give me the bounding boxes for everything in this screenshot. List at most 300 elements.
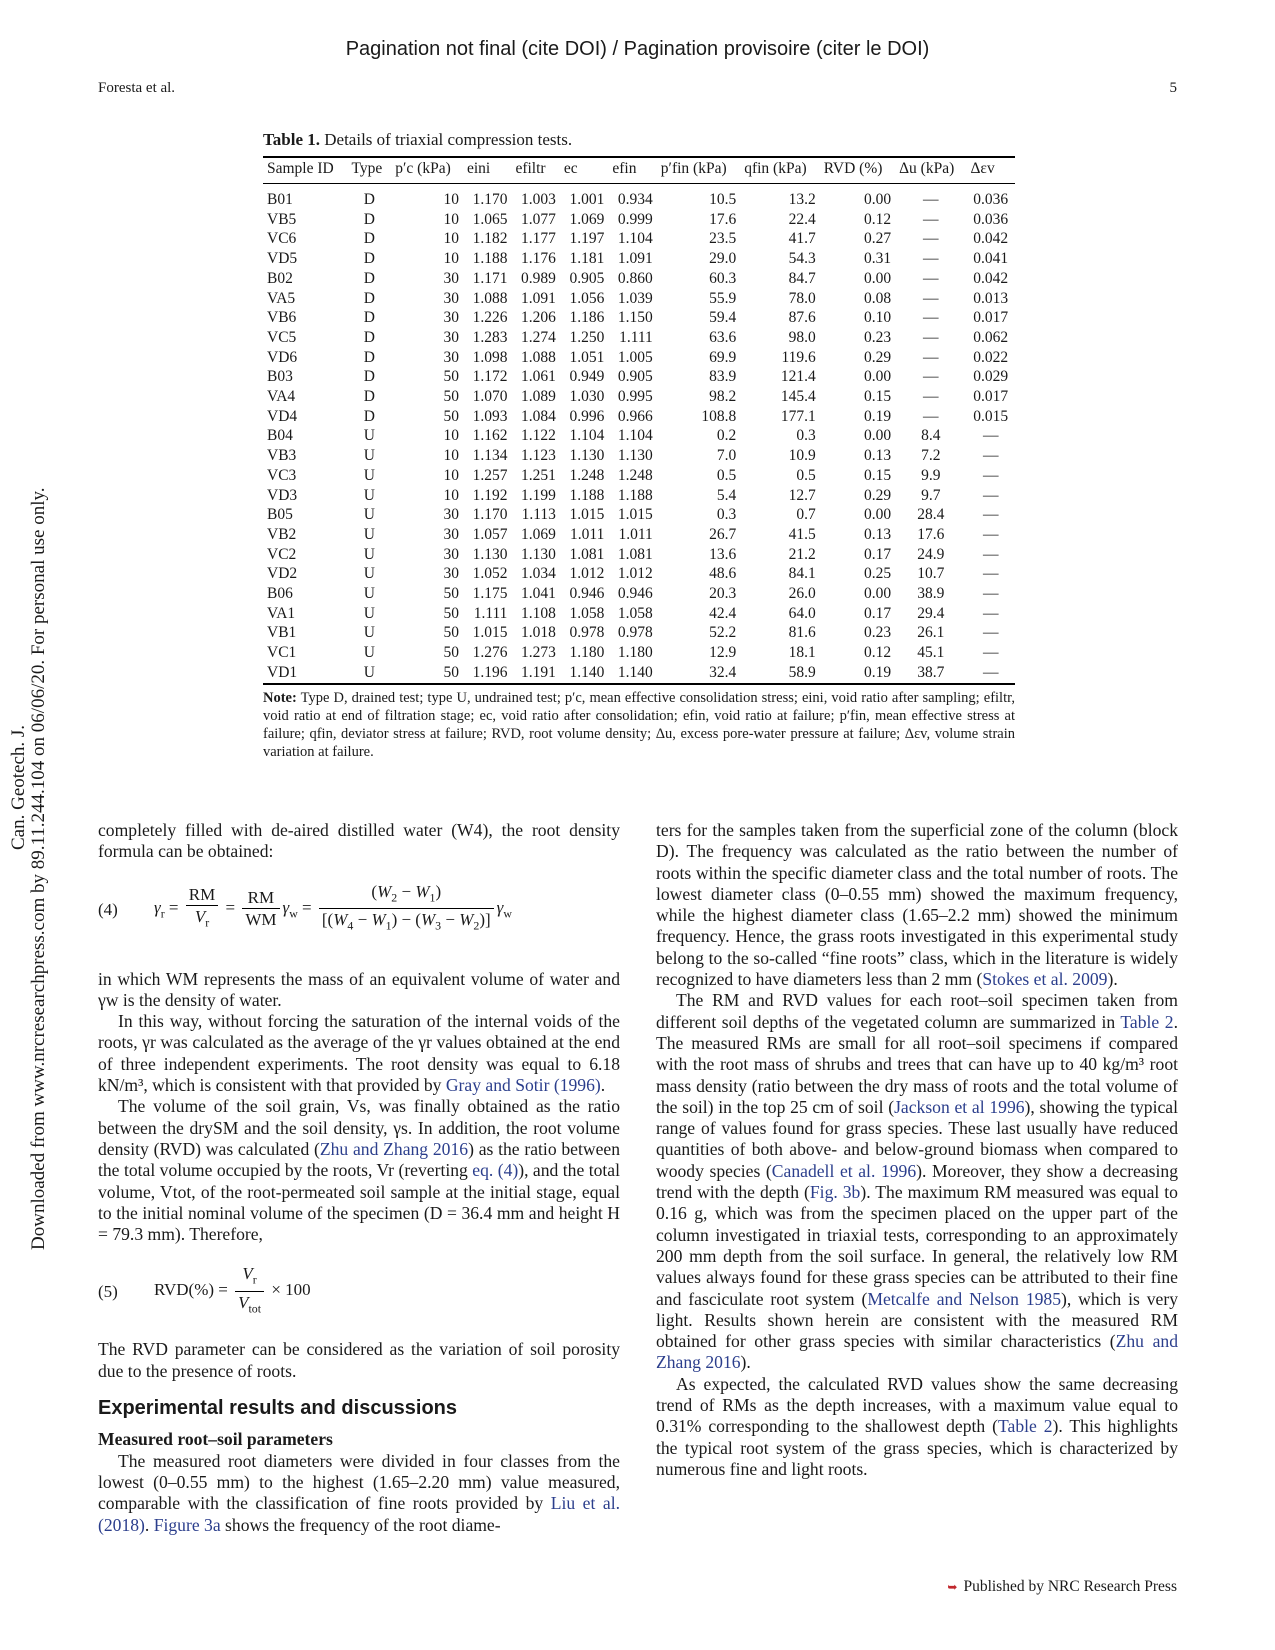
table-link[interactable]: Table 2 xyxy=(998,1416,1053,1437)
equation-number: (4) xyxy=(98,899,118,919)
download-notice: Downloaded from www.nrcresearchpress.com by 89.11.244.104 on 06/06/20. For personal use only. xyxy=(28,487,49,1250)
table-cell: 0.25 xyxy=(863,565,892,583)
paragraph: As expected, the calculated RVD values show the same decreasing trend of RMs as the depth increases, with a maximum value equal to 0.31% corresponding to the shallowest depth (Table 2). This highlights the typical root system of the grass species, which is characterized by numerous fine and light roots. xyxy=(656,1373,1178,1479)
table-cell: 1.162 xyxy=(472,427,508,445)
figure-link[interactable]: Fig. 3b xyxy=(809,1182,861,1203)
table-cell: — xyxy=(982,525,999,543)
column-header: efin xyxy=(608,158,656,184)
table-cell: 0.995 xyxy=(617,388,653,406)
table-cell: 30 xyxy=(443,348,459,366)
table-row xyxy=(263,184,1015,210)
table-cell: 1.283 xyxy=(472,328,508,346)
equation-link[interactable]: eq. (4) xyxy=(472,1160,519,1181)
left-column xyxy=(98,820,620,1536)
table-cell: 1.077 xyxy=(521,210,556,228)
table-cell: 78.0 xyxy=(788,289,816,307)
table-cell: 10 xyxy=(443,466,459,484)
table-cell: 21.2 xyxy=(788,545,816,563)
table-cell: 0.5 xyxy=(716,466,737,484)
table-cell: 1.098 xyxy=(472,348,508,366)
table-row xyxy=(263,623,1015,643)
table-cell: 0.036 xyxy=(973,191,1009,208)
table-cell: VC1 xyxy=(267,644,297,662)
table-cell: 1.011 xyxy=(570,525,605,543)
table-cell: VB1 xyxy=(267,624,297,642)
table-cell: 0.13 xyxy=(863,525,892,543)
table-cell: D xyxy=(363,289,375,307)
table-cell: VC3 xyxy=(267,466,297,484)
table-cell: 1.001 xyxy=(569,191,605,208)
table-cell: 0.062 xyxy=(973,328,1009,346)
running-author: Foresta et al. xyxy=(98,80,176,96)
table-cell: 50 xyxy=(443,407,459,425)
table-cell: 1.081 xyxy=(617,545,653,563)
table-cell: 0.036 xyxy=(973,210,1009,228)
table-cell: 1.003 xyxy=(521,191,556,208)
table-cell: 10.7 xyxy=(917,565,945,583)
table-cell: 10 xyxy=(443,210,459,228)
paragraph: in which WM represents the mass of an equivalent volume of water and γw is the density of water. xyxy=(98,968,620,1010)
table-cell: 17.6 xyxy=(917,525,945,543)
paragraph: The RM and RVD values for each root–soil specimen taken from different soil depths of the vegetated column are summarized in Table 2. The measured RMs are small for all root–soil specimens if compared with the root mass of shrubs and trees that can have up to 40 kg/m³ root mass density (ratio between the dry mass of roots and the total volume of the soil) in the top 25 cm of soil (Jackson et al 1996), showing the typical range of values found for grass species. These last usually have reduced quantities of both above- and below-ground biomass when compared to woody species (Canadell et al. 1996). Moreover, they show a decreasing trend with the depth (Fig. 3b). The maximum RM measured was equal to 0.16 g, which was from the specimen placed on the upper part of the column investigated in triaxial tests, corresponding to an approximately 200 mm depth from the soil surface. In general, the relatively low RM values always found for these grass species can be attributed to their fine and fasciculate root system (Metcalfe and Nelson 1985), which is very light. Results shown herein are consistent with the measured RM obtained for other grass species with similar characteristics (Zhu and Zhang 2016). xyxy=(656,990,1179,1373)
table-cell: 41.5 xyxy=(788,525,816,543)
table-cell: 0.23 xyxy=(863,328,892,346)
table-cell: 1.104 xyxy=(617,230,653,248)
table-row xyxy=(263,584,1015,604)
table-cell: 28.4 xyxy=(917,506,945,524)
table-cell: 1.186 xyxy=(569,309,605,327)
table-cell: 0.2 xyxy=(716,427,737,445)
table-cell: VB2 xyxy=(267,525,297,543)
table-cell: 1.088 xyxy=(521,348,556,366)
table-cell: 0.946 xyxy=(569,585,605,603)
citation-link[interactable]: Stokes et al. 2009 xyxy=(982,969,1108,990)
column-header: p′fin (kPa) xyxy=(657,158,740,184)
table-cell: — xyxy=(923,348,939,366)
table-row xyxy=(263,505,1015,525)
table-cell: 26.7 xyxy=(709,525,737,543)
table-cell: D xyxy=(363,348,375,366)
table-cell: 38.9 xyxy=(917,585,945,603)
table-row xyxy=(263,545,1015,565)
table-cell: D xyxy=(363,328,375,346)
table-cell: 0.19 xyxy=(820,663,895,684)
table-cell: 1.175 xyxy=(472,585,508,603)
table-cell: 0.966 xyxy=(617,407,653,425)
triaxial-tests-table xyxy=(263,156,1015,685)
table-cell: 10 xyxy=(443,191,459,208)
table-cell: 1.084 xyxy=(521,407,556,425)
table-note-text: Type D, drained test; type U, undrained test; p′c, mean effective consolidation stress; eini, void ratio after sampling; efiltr, void ratio at end of filtration stage; ec, void ratio after consolidation; efin, void ratio at failure; p′fin, mean effective stress at failure; qfin, deviator stress at failure; RVD, root volume density; Δu, excess pore-water pressure at failure; Δεv, volume strain variation at failure. xyxy=(263,689,1015,760)
column-header: Δu (kPa) xyxy=(895,158,966,184)
citation-link[interactable]: Gray and Sotir (1996) xyxy=(445,1075,601,1096)
table-cell: 83.9 xyxy=(709,368,737,386)
table-cell: 1.088 xyxy=(472,289,508,307)
table-cell: 1.111 xyxy=(473,604,508,622)
table-cell: 29.4 xyxy=(917,604,945,622)
table-cell: 7.0 xyxy=(716,447,737,465)
equation-number: (5) xyxy=(98,1282,118,1302)
table-cell: VA1 xyxy=(267,604,296,622)
table-row xyxy=(263,407,1015,427)
table-cell: U xyxy=(363,447,375,465)
table-cell: — xyxy=(982,565,999,583)
table-cell: 0.017 xyxy=(973,309,1009,327)
table-cell: 0.7 xyxy=(796,506,816,524)
paragraph: ters for the samples taken from the superficial zone of the column (block D). The frequency was calculated as the ratio between the number of roots within the specific diameter class and the total number of roots. The lowest diameter class (0–0.55 mm) showed the maximum frequency, while the highest diameter class (1.65–2.2 mm) showed the minimum frequency. Hence, the grass roots investigated in this experimental study belong to the so-called “fine roots” class, which in the literature is widely recognized to have diameters less than 2 mm (Stokes et al. 2009). xyxy=(656,820,1178,990)
table-cell: 1.005 xyxy=(617,348,653,366)
table-row xyxy=(263,229,1015,249)
table-cell: 29.0 xyxy=(709,250,737,268)
table-cell: 10 xyxy=(443,427,459,445)
table-cell: 0.860 xyxy=(617,269,653,287)
table-cell: 1.015 xyxy=(617,506,653,524)
table-cell: 121.4 xyxy=(780,368,816,386)
table-row xyxy=(263,387,1015,407)
table-cell: 55.9 xyxy=(709,289,737,307)
table-cell: — xyxy=(923,388,939,406)
table-cell: 10 xyxy=(443,230,459,248)
table-cell: 24.9 xyxy=(917,545,945,563)
table-cell: 0.12 xyxy=(863,210,892,228)
table-cell: 26.1 xyxy=(917,624,945,642)
table-cell: 50 xyxy=(391,663,463,684)
table-note xyxy=(263,689,1015,761)
table-cell: VB6 xyxy=(267,309,297,327)
table-cell: D xyxy=(363,368,375,386)
table-cell: 30 xyxy=(443,289,459,307)
table-cell: B01 xyxy=(267,191,293,208)
table-cell: 0.13 xyxy=(863,447,892,465)
table-cell: 10.9 xyxy=(788,447,816,465)
table-cell: 0.015 xyxy=(973,407,1009,425)
table-cell: 1.113 xyxy=(521,506,556,524)
table-cell: 0.27 xyxy=(863,230,892,248)
table-cell: 30 xyxy=(443,565,459,583)
table-cell: D xyxy=(363,210,375,228)
table-cell: 0.00 xyxy=(863,585,892,603)
table-cell: 1.188 xyxy=(472,250,508,268)
table-cell: 0.29 xyxy=(863,348,892,366)
table-cell: 108.8 xyxy=(701,407,737,425)
table-row xyxy=(263,348,1015,368)
table-cell: VC6 xyxy=(267,230,297,248)
table-cell: 1.273 xyxy=(521,644,556,662)
table-cell: — xyxy=(923,309,939,327)
table-cell: 1.011 xyxy=(618,525,653,543)
table-body xyxy=(263,184,1015,684)
table-cell: 1.171 xyxy=(472,269,508,287)
table-cell: 50 xyxy=(443,388,459,406)
table-cell: 1.030 xyxy=(569,388,605,406)
table-cell: U xyxy=(363,644,375,662)
table-note-label: Note: xyxy=(263,689,297,706)
column-header: Sample ID xyxy=(263,158,347,184)
table-cell: 48.6 xyxy=(709,565,737,583)
table-cell: 9.7 xyxy=(921,486,941,504)
table-cell: 0.19 xyxy=(863,407,892,425)
table-cell: 1.274 xyxy=(521,328,556,346)
table-cell: 54.3 xyxy=(788,250,816,268)
table-cell: 38.7 xyxy=(895,663,966,684)
table-cell: VD6 xyxy=(267,348,298,366)
table-cell: 1.192 xyxy=(472,486,508,504)
table-row xyxy=(263,269,1015,289)
table-cell: 30 xyxy=(443,309,459,327)
table-cell: 0.989 xyxy=(521,269,556,287)
table-cell: 1.018 xyxy=(521,624,556,642)
table-cell: VB5 xyxy=(267,210,297,228)
table-cell: 1.123 xyxy=(521,447,556,465)
paragraph: The volume of the soil grain, Vs, was finally obtained as the ratio between the drySM and the soil density, γs. In addition, the root volume density (RVD) was calculated (Zhu and Zhang 2016) as the ratio between the total volume occupied by the roots, Vr (reverting eq. (4)), and the total volume, Vtot, of the root-permeated soil sample at the initial stage, equal to the initial nominal volume of the specimen (D = 36.4 mm and height H = 79.3 mm). Therefore, xyxy=(98,1096,620,1245)
table-cell: — xyxy=(982,604,999,622)
table-cell: 1.250 xyxy=(569,328,605,346)
table-cell: 0.3 xyxy=(716,506,737,524)
table-cell: — xyxy=(982,545,999,563)
table-cell: U xyxy=(363,427,375,445)
equation-5 xyxy=(98,1259,620,1317)
table-cell: 1.081 xyxy=(569,545,605,563)
table-cell: 1.039 xyxy=(617,289,653,307)
paragraph: In this way, without forcing the saturation of the internal voids of the roots, γr was calculated as the average of the γr values obtained at the end of three independent experiments. The root density was equal to 6.18 kN/m³, which is consistent with that provided by Gray and Sotir (1996). xyxy=(98,1011,620,1096)
table-cell: 1.130 xyxy=(617,447,653,465)
table-cell: 1.180 xyxy=(569,644,605,662)
table-row xyxy=(263,308,1015,328)
table-cell: 50 xyxy=(443,585,459,603)
table-cell: 0.00 xyxy=(863,506,892,524)
table-cell: 0.29 xyxy=(863,486,892,504)
table-cell: 1.130 xyxy=(472,545,508,563)
table-header-row xyxy=(263,158,1015,184)
table-cell: 98.2 xyxy=(709,388,737,406)
subsection-heading: Measured root–soil parameters xyxy=(98,1429,333,1450)
equation-4 xyxy=(98,877,620,947)
table-cell: B06 xyxy=(267,585,293,603)
table-cell: 1.181 xyxy=(569,250,605,268)
table-cell: — xyxy=(923,407,939,425)
citation-link[interactable]: Metcalfe and Nelson 1985 xyxy=(867,1288,1062,1309)
table-cell: 0.978 xyxy=(617,624,653,642)
paragraph: The RVD parameter can be considered as the variation of soil porosity due to the presence of roots. xyxy=(98,1339,620,1381)
table-cell: 1.104 xyxy=(617,427,653,445)
table-cell: — xyxy=(966,663,1015,684)
table-cell: 22.4 xyxy=(788,210,816,228)
table-cell: 1.111 xyxy=(619,328,653,346)
table-caption xyxy=(263,130,1015,150)
journal-name: Can. Geotech. J. xyxy=(8,724,29,850)
table-row xyxy=(263,564,1015,584)
table-cell: B03 xyxy=(267,368,293,386)
table-cell: 10 xyxy=(443,486,459,504)
table-cell: 10 xyxy=(443,250,459,268)
table-cell: 1.056 xyxy=(569,289,605,307)
table-cell: 1.206 xyxy=(521,309,556,327)
table-cell: 1.089 xyxy=(521,388,556,406)
table-cell: 0.15 xyxy=(863,466,892,484)
table-cell: 1.058 xyxy=(569,604,605,622)
table-cell: VA4 xyxy=(267,388,296,406)
table-cell: 10.5 xyxy=(709,191,737,208)
citation-link[interactable]: Liu et al. (2018) xyxy=(98,1493,620,1535)
table-cell: 1.015 xyxy=(569,506,605,524)
column-header: ec xyxy=(560,158,608,184)
table-cell: 0.029 xyxy=(973,368,1009,386)
table-cell: 1.170 xyxy=(472,191,508,208)
table-cell: 1.061 xyxy=(521,368,556,386)
table-cell: D xyxy=(363,230,375,248)
table-cell: 1.180 xyxy=(617,644,653,662)
table-cell: 1.150 xyxy=(617,309,653,327)
table-cell: 59.4 xyxy=(709,309,737,327)
table-1 xyxy=(263,130,1015,761)
table-cell: 0.949 xyxy=(569,368,605,386)
table-cell: 0.5 xyxy=(796,466,816,484)
table-cell: — xyxy=(923,289,939,307)
table-cell: 1.134 xyxy=(472,447,508,465)
table-cell: 0.00 xyxy=(863,269,892,287)
table-cell: 0.999 xyxy=(617,210,653,228)
table-cell: U xyxy=(363,624,375,642)
table-cell: 1.182 xyxy=(472,230,508,248)
table-cell: 1.069 xyxy=(569,210,605,228)
table-cell: — xyxy=(982,486,999,504)
table-cell: 0.00 xyxy=(863,191,892,208)
right-column xyxy=(656,820,1178,1480)
table-cell: 26.0 xyxy=(788,585,816,603)
table-cell: 1.069 xyxy=(521,525,556,543)
table-cell: 13.2 xyxy=(788,191,816,208)
table-cell: D xyxy=(363,407,375,425)
table-cell: 1.177 xyxy=(521,230,556,248)
table-cell: — xyxy=(982,624,999,642)
table-cell: 12.7 xyxy=(788,486,816,504)
table-cell: 0.3 xyxy=(796,427,816,445)
table-cell: D xyxy=(363,388,375,406)
table-cell: 1.251 xyxy=(521,466,556,484)
table-cell: 0.12 xyxy=(863,644,892,662)
table-cell: 0.978 xyxy=(569,624,605,642)
column-header: Type xyxy=(347,158,391,184)
table-cell: 81.6 xyxy=(788,624,816,642)
table-cell: 30 xyxy=(443,545,459,563)
table-cell: 23.5 xyxy=(709,230,737,248)
figure-link[interactable]: Figure 3a xyxy=(153,1514,221,1535)
publisher-footer xyxy=(947,1578,1177,1596)
table-cell: 20.3 xyxy=(709,585,737,603)
table-cell: 69.9 xyxy=(709,348,737,366)
table-cell: — xyxy=(982,427,999,445)
table-cell: 1.091 xyxy=(617,250,653,268)
table-cell: D xyxy=(363,269,375,287)
table-caption-text: Details of triaxial compression tests. xyxy=(324,130,573,149)
table-cell: VC5 xyxy=(267,328,297,346)
table-row xyxy=(263,249,1015,269)
table-cell: 1.188 xyxy=(569,486,605,504)
table-cell: 0.10 xyxy=(863,309,892,327)
table-row xyxy=(263,289,1015,309)
table-cell: 1.170 xyxy=(472,506,508,524)
table-cell: — xyxy=(982,447,999,465)
column-header: p′c (kPa) xyxy=(391,158,463,184)
table-cell: 0.00 xyxy=(863,368,892,386)
table-cell: 30 xyxy=(443,328,459,346)
table-cell: 1.191 xyxy=(511,663,559,684)
table-cell: U xyxy=(347,663,391,684)
table-row xyxy=(263,426,1015,446)
publisher-text: Published by NRC Research Press xyxy=(963,1578,1177,1595)
arrow-icon: ➥ xyxy=(947,1580,958,1594)
table-cell: 0.08 xyxy=(863,289,892,307)
table-cell: 1.140 xyxy=(560,663,608,684)
table-link[interactable]: Table 2 xyxy=(1120,1011,1174,1032)
column-header: efiltr xyxy=(511,158,559,184)
table-cell: 1.041 xyxy=(521,585,556,603)
table-cell: 0.905 xyxy=(569,269,605,287)
table-row xyxy=(263,643,1015,663)
table-cell: 64.0 xyxy=(788,604,816,622)
table-cell: 30 xyxy=(443,506,459,524)
table-cell: 50 xyxy=(443,624,459,642)
table-cell: 1.057 xyxy=(472,525,508,543)
table-row xyxy=(263,663,1015,684)
table-cell: 5.4 xyxy=(716,486,737,504)
table-cell: 1.196 xyxy=(463,663,511,684)
pagination-banner: Pagination not final (cite DOI) / Pagination provisoire (citer le DOI) xyxy=(345,38,930,60)
table-cell: 0.946 xyxy=(617,585,653,603)
table-cell: 0.022 xyxy=(973,348,1009,366)
table-cell: 84.1 xyxy=(788,565,816,583)
table-row xyxy=(263,446,1015,466)
table-cell: 1.034 xyxy=(521,565,556,583)
table-cell: 1.199 xyxy=(521,486,556,504)
table-cell: 98.0 xyxy=(788,328,816,346)
table-cell: VD4 xyxy=(267,407,298,425)
table-cell: 0.017 xyxy=(973,388,1009,406)
table-row xyxy=(263,210,1015,230)
table-cell: — xyxy=(923,230,939,248)
table-cell: 41.7 xyxy=(788,230,816,248)
table-cell: 13.6 xyxy=(709,545,737,563)
table-cell: 1.104 xyxy=(569,427,605,445)
table-cell: 30 xyxy=(443,525,459,543)
citation-link[interactable]: Zhu and Zhang 2016 xyxy=(319,1138,469,1159)
table-cell: — xyxy=(982,644,999,662)
page-number: 5 xyxy=(1169,80,1177,96)
table-row xyxy=(263,328,1015,348)
table-cell: D xyxy=(363,250,375,268)
table-cell: — xyxy=(982,506,999,524)
table-cell: B04 xyxy=(267,427,293,445)
table-cell: D xyxy=(363,309,375,327)
citation-link[interactable]: Zhu and Zhang 2016 xyxy=(656,1331,1178,1373)
table-cell: 0.934 xyxy=(617,191,653,208)
table-cell: 52.2 xyxy=(709,624,737,642)
table-cell: — xyxy=(982,466,999,484)
table-cell: 30 xyxy=(443,269,459,287)
table-cell: 8.4 xyxy=(921,427,941,445)
table-cell: VD5 xyxy=(267,250,298,268)
table-cell: 0.042 xyxy=(973,230,1009,248)
table-cell: 0.17 xyxy=(863,545,892,563)
table-cell: U xyxy=(363,565,375,583)
citation-link[interactable]: Jackson et al 1996 xyxy=(894,1096,1025,1117)
citation-link[interactable]: Canadell et al. 1996 xyxy=(771,1160,917,1181)
table-cell: 1.130 xyxy=(521,545,556,563)
table-cell: 0.905 xyxy=(617,368,653,386)
table-cell: 1.176 xyxy=(521,250,556,268)
table-cell: 119.6 xyxy=(781,348,816,366)
table-cell: 58.9 xyxy=(740,663,820,684)
